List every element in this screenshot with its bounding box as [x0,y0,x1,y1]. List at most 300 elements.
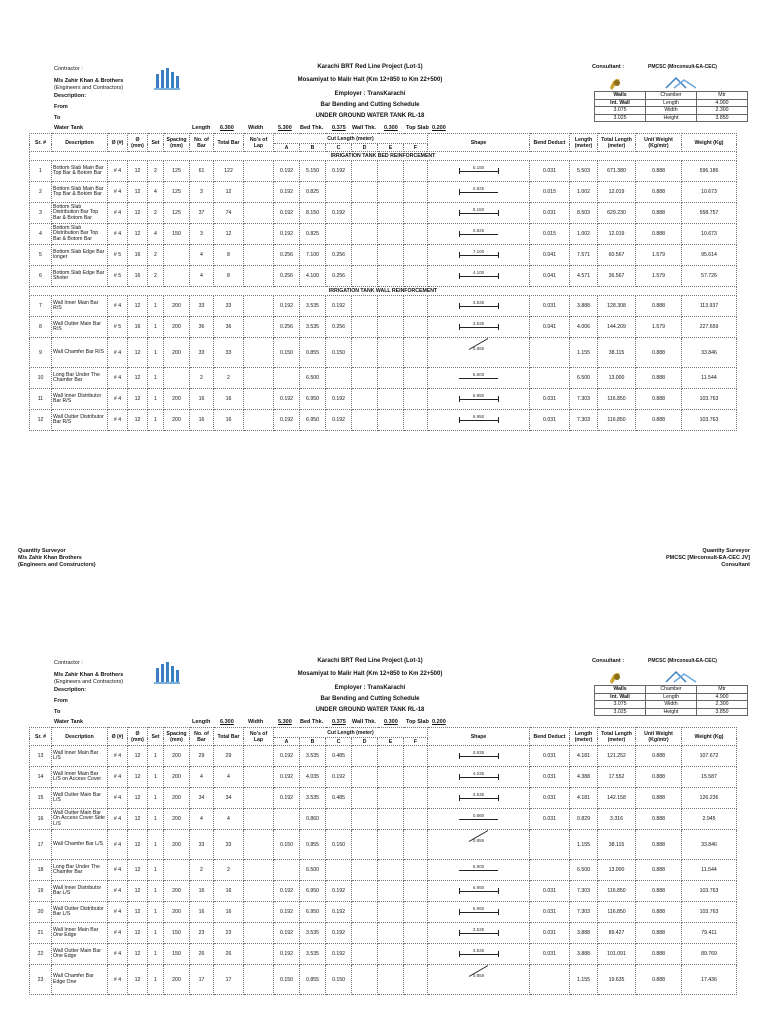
cell-nos-lap [244,296,274,317]
cell-weight: 79.411 [682,923,737,944]
cell-description: Wall Inner Main Bar One Edge [52,923,108,944]
contractor-logo [154,660,180,684]
cell-dia-num: # 5 [108,266,128,287]
cell-weight: 33.846 [682,338,737,368]
bed-thk-value: 0.375 [332,719,346,725]
cell-bend-deduct: 0.031 [530,881,570,902]
cell-nos-lap [244,809,274,830]
cell-unit-weight: 1.579 [636,245,682,266]
shape-dimension: 6.950 [472,393,485,398]
cell-dia-num: # 4 [108,944,128,965]
cell-f [404,317,428,338]
cell-shape [428,317,530,338]
consultant-logo [608,668,638,686]
cell-dia-num: # 4 [108,902,128,923]
cell-sr: 9 [30,338,52,368]
description-label: Description: [54,93,87,99]
cell-c: 0.150 [326,338,352,368]
cell-sr: 22 [30,944,52,965]
table-row [30,860,737,881]
cell-set: 1 [148,944,164,965]
wall-thk-label: Wall Thk. [352,125,376,131]
cell-a: 0.256 [274,245,300,266]
cell-total-length: 38.115 [598,338,636,368]
cell-set: 2 [148,161,164,182]
cell-sr: 2 [30,182,52,203]
cell-a: 0.150 [274,830,300,860]
bar-shape-diagram [429,246,528,264]
cell-spacing [164,368,190,389]
cell-no-of-bar: 23 [190,923,214,944]
cell-length: 7.303 [570,881,598,902]
cell-spacing [164,266,190,287]
table-row [30,767,737,788]
bar-shape-diagram [429,971,528,989]
width-label: Width [248,719,264,725]
cell-b: 3.535 [300,296,326,317]
cell-b: 6.500 [300,368,326,389]
cell-d [352,881,378,902]
cell-dia-num: # 4 [108,161,128,182]
consultant-label: Consultant : [592,658,625,664]
cell-c: 0.256 [326,317,352,338]
cell-no-of-bar: 4 [190,266,214,287]
cell-a: 0.192 [274,746,300,767]
cell-shape [428,902,530,923]
cell-b: 5.150 [300,161,326,182]
info-cell: Width [646,701,697,709]
info-cell: 3.850 [697,114,748,122]
info-head: Walls [595,686,646,694]
shape-dimension: 0.825 [472,186,485,191]
shape-dimension: 6.950 [472,906,485,911]
contractor-name: M/s Zahir Khan & Brothers [54,78,124,84]
cell-unit-weight: 0.888 [636,923,682,944]
bar-shape-diagram [429,903,528,921]
cell-dia-num: # 4 [108,389,128,410]
cell-set: 1 [148,881,164,902]
shape-dimension: 6.950 [472,414,485,419]
cell-bend-deduct: 0.031 [530,410,570,431]
cell-weight: 15.587 [682,767,737,788]
col-unit-weight: Unit Weight (Kg/mtr) [636,728,682,746]
shape-dimension: 0.860 [472,813,485,818]
cell-bend-deduct: 0.031 [530,389,570,410]
wall-thk-label: Wall Thk. [352,719,376,725]
cell-set: 1 [148,923,164,944]
col-a: A [274,738,300,746]
cell-dia-mm: 12 [128,923,148,944]
cell-shape [428,830,530,860]
cell-dia-num: # 4 [108,368,128,389]
cell-no-of-bar: 29 [190,746,214,767]
table-row [30,830,737,860]
cell-e [378,923,404,944]
cell-spacing: 200 [164,317,190,338]
shape-dimension: 8.150 [472,207,485,212]
cell-b: 0.855 [300,965,326,995]
cell-dia-mm: 16 [128,317,148,338]
cell-set: 1 [148,902,164,923]
cell-nos-lap [244,224,274,245]
table-row [30,317,737,338]
cell-b: 0.825 [300,182,326,203]
cell-length: 8.503 [570,203,598,224]
cell-dia-num: # 4 [108,338,128,368]
cell-dia-num: # 4 [108,296,128,317]
cell-b: 0.855 [300,830,326,860]
cell-dia-num: # 4 [108,788,128,809]
cell-dia-mm: 12 [128,224,148,245]
cell-length: 4.181 [570,746,598,767]
cell-e [378,296,404,317]
schedule-title: Bar Bending and Cutting Schedule [320,696,420,702]
cell-spacing: 200 [164,965,190,995]
cell-b: 3.535 [300,944,326,965]
cell-nos-lap [244,881,274,902]
bar-shape-diagram [429,924,528,942]
bar-shape-diagram [429,411,528,429]
cell-no-of-bar: 3 [190,182,214,203]
cell-sr: 16 [30,809,52,830]
cell-description: Wall Outter Distributor Bar L/S [52,902,108,923]
cell-bend-deduct: 0.015 [530,224,570,245]
cell-shape [428,767,530,788]
cell-a: 0.192 [274,224,300,245]
cell-length: 1.155 [570,830,598,860]
cell-length: 7.303 [570,410,598,431]
cell-c: 0.192 [326,881,352,902]
cell-no-of-bar: 26 [190,944,214,965]
width-value: 5.300 [278,125,292,131]
cell-bend-deduct [530,965,570,995]
info-cell: 3.025 [595,114,646,122]
cell-nos-lap [244,860,274,881]
cell-description: Wall Inner Main Bar R/S [52,296,108,317]
cell-d [352,182,378,203]
cell-e [378,203,404,224]
col-total-length: Total Length (meter) [598,728,636,746]
bar-shape-diagram [429,810,528,828]
bar-shape-diagram [429,225,528,243]
cell-weight: 103.763 [682,389,737,410]
cell-dia-num: # 4 [108,809,128,830]
cell-set: 1 [148,338,164,368]
top-slab-value: 0.200 [432,125,446,131]
table-row [30,266,737,287]
cell-b: 0.825 [300,224,326,245]
bar-shape-diagram [429,344,528,362]
shape-dimension: 0.855 [472,972,485,978]
cell-bend-deduct: 0.031 [530,161,570,182]
consultant-name: PMCSC (Mirconsult-EA-CEC) [648,64,717,70]
cell-sr: 23 [30,965,52,995]
cell-length: 0.829 [570,809,598,830]
cell-a: 0.256 [274,266,300,287]
cell-description: Bottom Slab Distribution Bar Top Bar & Botom Bar [52,203,108,224]
info-head: Chamber [646,686,697,694]
info-cell: Int. Wall [595,693,646,701]
cell-shape [428,860,530,881]
cell-length: 1.155 [570,338,598,368]
cell-dia-mm: 12 [128,746,148,767]
col-total-bar: Total Bar [214,134,244,152]
cell-total-length: 12.019 [598,182,636,203]
cell-no-of-bar: 33 [190,830,214,860]
cell-no-of-bar: 3 [190,224,214,245]
cell-e [378,389,404,410]
cell-c: 0.192 [326,389,352,410]
cell-total-bar: 8 [214,245,244,266]
cell-b: 6.950 [300,881,326,902]
bar-line [459,798,499,799]
bar-line [459,306,499,307]
cell-dia-mm: 12 [128,161,148,182]
cell-length: 4.571 [570,266,598,287]
cell-set: 1 [148,830,164,860]
chamber-info-table [594,685,748,716]
shape-dimension: 3.535 [472,927,485,932]
cell-description: Wall Outter Main Bar One Edge [52,944,108,965]
length-label: Length [192,719,211,725]
cell-total-bar: 4 [214,767,244,788]
col-shape: Shape [428,134,530,152]
cell-length: 1.155 [570,965,598,995]
cell-nos-lap [244,203,274,224]
cell-dia-num: # 4 [108,203,128,224]
cell-nos-lap [244,902,274,923]
cell-dia-mm: 12 [128,389,148,410]
cell-unit-weight: 0.888 [636,830,682,860]
cell-length: 3.888 [570,923,598,944]
cell-total-length: 38.115 [598,830,636,860]
table-row [30,203,737,224]
info-cell: Int. Wall [595,99,646,107]
cell-total-bar: 33 [214,296,244,317]
cell-weight: 10.673 [682,224,737,245]
table-row [30,224,737,245]
cell-spacing: 150 [164,923,190,944]
cell-e [378,746,404,767]
bar-line [459,213,499,214]
info-cell: Length [646,99,697,107]
table-row [30,902,737,923]
cell-total-bar: 12 [214,224,244,245]
cell-length: 7.303 [570,902,598,923]
project-stretch: Mosamiyat to Malir Halt (Km 12+850 to Km 22+500) [297,671,443,677]
bar-line [459,420,499,421]
cell-total-length: 128.308 [598,296,636,317]
cell-a [274,368,300,389]
cell-length: 4.388 [570,767,598,788]
cell-set: 1 [148,767,164,788]
cell-no-of-bar: 16 [190,881,214,902]
cell-length: 4.006 [570,317,598,338]
cell-length: 1.002 [570,224,598,245]
cell-dia-mm: 16 [128,266,148,287]
shape-dimension: 0.855 [472,345,485,351]
cell-nos-lap [244,788,274,809]
contractor-label: Contractor : [54,660,83,666]
col-c: C [326,738,352,746]
cell-shape [428,182,530,203]
bar-line [459,399,499,400]
bed-thk-label: Bed Thk. [300,719,324,725]
cell-c: 0.485 [326,788,352,809]
cell-total-bar: 16 [214,389,244,410]
cell-b: 6.950 [300,410,326,431]
cell-total-bar: 34 [214,788,244,809]
cell-c: 0.256 [326,245,352,266]
cell-c [326,860,352,881]
cell-dia-mm: 12 [128,902,148,923]
cell-no-of-bar: 37 [190,203,214,224]
cell-a: 0.192 [274,182,300,203]
table-row [30,338,737,368]
top-slab-value: 0.200 [432,719,446,725]
cell-dia-mm: 12 [128,410,148,431]
cell-nos-lap [244,182,274,203]
bar-line [459,276,499,277]
cell-dia-mm: 12 [128,809,148,830]
info-head: Mtr [697,92,748,100]
project-stretch: Mosamiyat to Malir Halt (Km 12+850 to Km 22+500) [297,77,443,83]
chamber-info-table [594,91,748,122]
cell-d [352,767,378,788]
cell-shape [428,296,530,317]
cell-total-bar: 74 [214,203,244,224]
col-dia-num: Ø (#) [108,728,128,746]
shape-dimension: 4.100 [472,270,485,275]
col-spacing: Spacing (mm) [164,134,190,152]
col-f: F [404,144,428,152]
cell-shape [428,410,530,431]
cell-shape [428,788,530,809]
cell-weight: 596.186 [682,161,737,182]
cell-b: 8.150 [300,203,326,224]
cell-bend-deduct: 0.031 [530,923,570,944]
col-no-of-bar: No. of Bar [190,728,214,746]
cell-e [378,944,404,965]
bar-line [459,891,499,892]
water-tank-label: Water Tank [54,719,84,725]
cell-sr: 13 [30,746,52,767]
cell-f [404,746,428,767]
cell-d [352,203,378,224]
info-cell: 4.900 [697,693,748,701]
cell-total-bar: 16 [214,410,244,431]
cell-nos-lap [244,266,274,287]
cell-set: 2 [148,245,164,266]
schedule-title: Bar Bending and Cutting Schedule [320,102,420,108]
bar-line [459,192,499,193]
cell-sr: 14 [30,767,52,788]
cell-unit-weight: 0.888 [636,788,682,809]
col-description: Description [52,134,108,152]
col-nos-lap: No's of Lap [244,134,274,152]
cell-set: 1 [148,410,164,431]
top-slab-label: Top Slab [406,719,429,725]
bar-line [459,255,499,256]
cell-spacing: 200 [164,410,190,431]
cell-sr: 7 [30,296,52,317]
cell-bend-deduct: 0.031 [530,788,570,809]
cell-no-of-bar: 61 [190,161,214,182]
cell-description: Wall Inner Main Bar L/S [52,746,108,767]
cell-bend-deduct: 0.015 [530,182,570,203]
col-b: B [300,738,326,746]
cell-sr: 5 [30,245,52,266]
cell-dia-num: # 4 [108,224,128,245]
cell-sr: 6 [30,266,52,287]
col-sr: Sr. # [30,134,52,152]
cell-shape [428,923,530,944]
schedule-body-2 [30,746,737,995]
bar-shape-diagram [429,318,528,336]
cell-dia-num: # 4 [108,410,128,431]
bar-line [459,327,499,328]
cell-b: 4.100 [300,266,326,287]
contractor-sub: (Engineers and Contractors) [54,679,124,685]
cell-bend-deduct: 0.031 [530,902,570,923]
cell-sr: 20 [30,902,52,923]
cell-d [352,338,378,368]
cell-d [352,161,378,182]
bar-shape-diagram [429,768,528,786]
cell-unit-weight: 0.888 [636,809,682,830]
cell-no-of-bar: 2 [190,860,214,881]
contractor-name: M/s Zahir Khan & Brothers [54,672,124,678]
bar-shape-diagram [429,183,528,201]
cell-d [352,266,378,287]
table-row [30,368,737,389]
info-cell: 3.075 [595,107,646,115]
cell-c [326,368,352,389]
shape-dimension: 3.535 [472,948,485,953]
cell-dia-num: # 4 [108,860,128,881]
table-row [30,923,737,944]
cell-no-of-bar: 17 [190,965,214,995]
col-e: E [378,738,404,746]
col-c: C [326,144,352,152]
info-cell: 2.300 [697,107,748,115]
cell-dia-num: # 4 [108,182,128,203]
cell-c: 0.192 [326,410,352,431]
col-no-of-bar: No. of Bar [190,134,214,152]
cell-no-of-bar: 34 [190,788,214,809]
cell-e [378,182,404,203]
cell-c: 0.192 [326,767,352,788]
cell-set: 1 [148,860,164,881]
cell-spacing: 200 [164,830,190,860]
cell-d [352,746,378,767]
project-title: Karachi BRT Red Line Project (Lot-1) [317,64,423,70]
cell-d [352,830,378,860]
bed-thk-value: 0.375 [332,125,346,131]
cell-a: 0.150 [274,965,300,995]
col-weight: Weight (Kg) [682,728,737,746]
cell-d [352,902,378,923]
shape-dimension: 3.535 [472,300,485,305]
bar-shape-diagram [429,267,528,285]
col-sr: Sr. # [30,728,52,746]
cell-unit-weight: 0.888 [636,203,682,224]
cell-e [378,266,404,287]
cell-set: 1 [148,965,164,995]
cell-bend-deduct: 0.031 [530,296,570,317]
cell-no-of-bar: 33 [190,338,214,368]
cell-no-of-bar: 16 [190,410,214,431]
